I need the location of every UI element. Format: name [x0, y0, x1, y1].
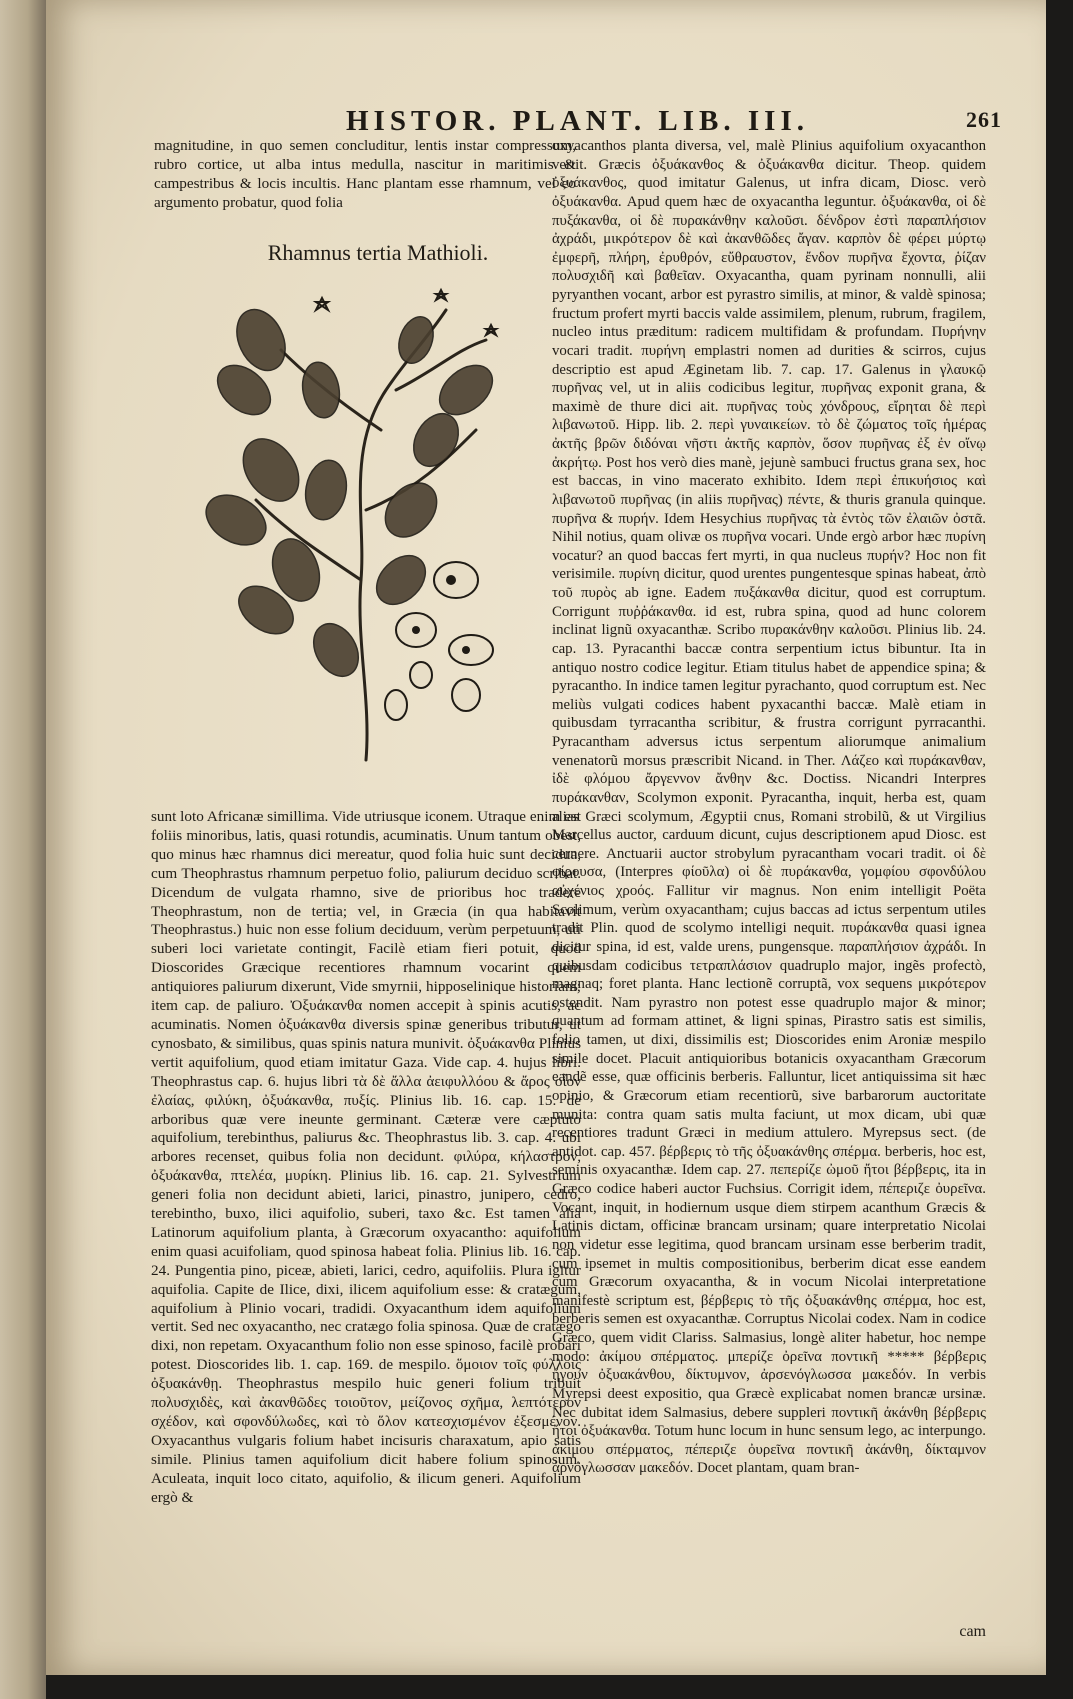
woodcut-plant-illustration-icon: [196, 280, 556, 780]
running-head: [346, 105, 1016, 138]
book-page: [46, 0, 1046, 1675]
left-bottom-text: sunt loto Africanæ simillima. Vide utriusque iconem. Utraque enim est foliis minoribus, latis, quasi rotundis, acuminatis. Unum tantum obest, quo minus hæc rhamnus dici mereatur, quod folia huic sunt decidua, cum Theophrastus rhamnum perpetuo folio, paliurum deciduo scribat. Dicendum de vulgata rhamno, sive de prioribus hoc tradere Theophrastum, non de tertia; vel, in Græcia (in qua habitavit Theophrastus.) huic non esse folium deciduum, verùm perpetuum, uti suberi loci varietate contingit, Facilè etiam fieri potuit, quod Dioscorides Græcique recentiores rhamnum vocarint quem antiquiores paliurum dixerunt, Vide smyrnii, hipposelinique historiam; item cap. de paliuro. Ὀξυάκανθα nomen accepit à spinis acutis, ac acuminatis. Nomen ὀξυάκανθα diversis spinæ generibus tributur, ut cynosbato, & similibus, quas spinis natura munivit. ὀξυάκανθα Plinius vertit aquifolium, quod etiam imitatur Gaza. Vide cap. 4. hujus libri. Theophrastus cap. 6. hujus libri τὰ δὲ ἄλλα ἀειφυλλόου & ἄρος οἷον ἐλαίας, φιλύκη, ὀξυάκανθα, πυξίς. Plinius lib. 16. cap. 15. de arboribus quæ vere ineunte germinant. Cæteræ vere cæptuto aquifolium, terebinthus, paliurus &c. Theophrastus lib. 3. cap. 4. ubi arbores recenset, quibus folia non decidunt. φιλύρα, κήλαστρον, ὀξυάκανθα, πτελέα, μυρίκη. Plinius lib. 16. cap. 21. Sylvestrium generi folia non decidunt abieti, larici, pinastro, junipero, cedro, terebintho, buxo, ilici aquifolio, suberi, taxo &c. Est tamen alia Latinorum aquifolium planta, à Græcorum oxyacantho: aquifolium enim quasi acuifoliam, quod spinosa habeat folia. Plinius lib. 16. cap. 24. Pungentia pino, piceæ, abieti, larici, cedro, aquifoliis. Plura igitur aquifolia. Capite de Ilice, dixi, ilicem aquifolium esse: & cratægum, aquifolium à Plinio vocari, tradidi. Oxyacanthum idem aquifolium vertit. Sed nec oxyacantho, nec cratægo folia spinosa. Quæ de cratægo dixi, non repetam. Oxyacanthum folio non esse spinoso, facilè probari potest. Dioscorides lib. 1. cap. 169. de mespilo. ὅμοιον τοῖς φύλλοις ὀξυακάνθῃ. Theophrastus mespilo huic generi folium tribuit πολυσχιδὲς, καὶ ἀκανθῶδες τοιοῦτον, μείζονος σχῆμα, λεπτότερον σχέδον, καὶ σφονδύλωδες, καὶ τὸ ὅλον κατεσχισμένον ἐξεσμένον. Oxyacanthus vulgaris folium habet incisuris charaxatum, apio satis simile. Plinius tamen aquifolium dicit habere folium spinosum. Aculeata, inquit loco citato, aquifolio, & ilicum generi. Aquifolium ergò &: [151, 808, 581, 1506]
page-number: 261: [966, 107, 1002, 132]
right-column: [552, 137, 986, 1478]
left-top-text: magnitudine, in quo semen concluditur, lentis instar compressum, rubro cortice, ut alba intus medulla, nascitur in maritimis & campestribus & locis incultis. Hanc plantam esse rhamnum, vel eo argumento probatur, quod folia: [154, 137, 576, 211]
right-text: oxyacanthos planta diversa, vel, malè Plinius aquifolium oxyacanthon vertit. Græcis ὀξυάκανθος & ὀξυάκανθα dicitur. Theop. quidem ὀξυάκανθος, quod imitatur Galenus, ut infra dicam, Diosc. verò ὀξυάκανθα. Apud quem hæc de oxyacantha leguntur. ὀξυάκανθα, οἱ δὲ πυξάκανθα, οἱ δὲ πυρακάνθην καλοῦσι. δένδρον ἐστὶ παραπλήσιον ἀχράδι, μικρότερον δὲ καὶ ἀκανθῶδες ἄγαν. καρπὸν δὲ φέρει μύρτῳ ἐμφερῆ, πλήρη, ἐρυθρόν, εὔθραυστον, ἔνδον πυρῆνα ἔχοντα, ῥίζαν πολυσχιδῆ καὶ βαθεῖαν. Oxyacantha, quam pyrinam nonnulli, alii pyryanthen vocant, arbor est pyrastro similis, at minor, & valdè spinosa; fructum profert myrti baccis valde assimilem, plenum, rubrum, fragilem, nucleo intus præditum: radicem multifidam & profundam. Πυρήνην vocari tradit. πυρήνη emplastri nomen ad durities & scirros, cujus descriptio est apud Æginetam lib. 7. cap. 17. Galenus in γλαυκῷ πυρῆνας vel, ut in aliis codicibus legitur, πυρῆνας exponit grana, & maximè de thure dici ait. πυρῆνας τοὺς χόνδρους, εἴρηται δὲ περὶ λιβανωτοῦ. Hipp. lib. 2. περὶ γυναικείων. τὸ δὲ ζώματος τοῖς ἡμέρας ἀκτῆς βρῶν διδόναι νῆστι ἀκτῆς καρπὸν, ὅσον πυρῆνας ἐξ ἐν οἴνῳ ἀκρήτῳ. Post hos verò dies manè, jejunè sambuci fructus grana sex, hoc est baccas, in vino macerato exhibito. Idem περὶ ἐπικυήσιος καὶ λιβανωτοῦ πυρῆνας (in aliis πυρῆνας) πέντε, & thuris granula quinque. πυρῆνα & πυρήν. Idem Hesychius πυρῆνας τὰ ἐντὸς τῶν ἐλαιῶν ὀστᾶ. Nihil notius, quam olivæ os πυρῆνα vocari. Unde ergò arbor hæc πυρίνη vocatur? an quod baccas fert myrti, in qua nucleus πυρήν? Hoc non fit verisimile. πυρίνη dicitur, quod urentes pungentesque spinas habeat, ἀπὸ τοῦ πυρὸς ab igne. Eadem πυξάκανθα dicitur, quod est corruptum. Corrigunt πυῤῥάκανθα. id est, rubra spina, quod ad hunc colorem inclinat lignũ oxyacanthæ. Scribo πυρακάνθην καλοῦσι. Plinius lib. 24. cap. 13. Pyracanthi baccæ contra serpentium ictus bibuntur. Ita in antiquo nostro codice legitur. Etiam titulus habet de appendice spina; & pyracantho. In indice tamen legitur pyrachanto, quod corruptum est. Nec meliùs vulgati codices habent pyxacanthi baccæ. Malè etiam in quibusdam tyrracantha scribitur, & frustra corrigunt pyrracanthi. Pyracantham adversus ictus serpentum aliorumque animalium venenatorũ morsus præscribit Nicand. in Ther. Λάζεο καὶ πυράκανθαν, ἰδὲ φλόμου ἄργεννον ἄνθην &c. Doctiss. Nicandri Interpres πυράκανθαν, Scolymon exponit. Pyracantha, inquit, herba est, quam alias Græci scolymum, Ægyptii cnus, Romani strobilũ, & ut Virgilius Marcellus auctor, carduum dicunt, cujus descriptionem apud Diosc. est cernere. Anctuarii auctor strobylum pyracantham vocari tradit. οἱ δὲ φίρουσα, (Interpres φίοῦλα) οἱ δὲ πυράκανθα, γομφίου σφονδύλου αὐχένιος χροός. Fallitur vir magnus. Non enim intelligit Poëta Scolimum, verùm oxyacantham; cujus baccas ad ictus serpentum utiles tradit Plin. quod de scolymo intelligi nequit. πυράκανθα quasi ignea dicitur spina, id est, valde urens, pungensque. παραπλήσιον ἀχράδι. In quibusdam codicibus τετραπλάσιον quadruplo major, ingẽs profectò, magnaq; foret planta. Hanc lectionẽ corruptã, vox sequens μικρότερον ostendit. Nam pyrastro non potest esse quadruplo major & minor; quantum ad formam attinet, & ligni spinas, Pirastro satis est similis, folio tamen, ut dixi, dissimilis est; Dioscorides enim Aroniæ mespilo simile docet. Placuit antiquioribus botanicis oxyacantham Græcorum eandẽ esse, quæ officinis berberis. Falluntur, licet antiquissima sit hæc opinio, & Græcorum etiam recentiorũ, sive barbarorum auctoritate munita: contra quam satis multa faciunt, ut mox dicam, ubi quæ recentiores tradunt Græci in medium attulero. Myrepsus sect. (de antidot. cap. 457. βέρβερις τὸ τῆς ὀξυακάνθης σπέρμα. berberis, hoc est, seminis oxyacanthæ. Idem cap. 27. πεπερίζε ὠμοῦ ἤτοι βέρβερις, ita in Græco codice haberi auctor Fuchsius. Corrigit idem, πέπεριζε ὀυρεῖνα. Vocant, inquit, in hodiernum usque diem stirpem acanthum Græcis & Latinis dictam, officinæ brancam ursinam; quare interpretatio Nicolai non videtur esse legitima, quod brancam ursinam esse berberim tradit, cum ipsemet in multis compositionibus, berberim dicat esse eandem cum Græcorum oxyacantha, & in vocum Nicolai interpretatione manifestè scriptum est, βέρβερις τὸ τῆς ὀξυακάνθης σπέρμα, hoc est, berberis semen est oxyacanthæ. Corruptus Nicolai codex. Nam in codice Græco, quem vidit Clariss. Salmasius, longè aliter habetur, hoc nempe modo: ἀκίμου σπέρματος. μπερίζε ὀρεῖνα ποντικῆ ***** βέρβερις ἤγουν ὀξυακάνθου, δίκτυμνον, ἀρσενόγλωσσα μακεδόν. In verbis Myrepsi deest expositio, qua Græcè explicabat nomen brancæ ursinæ. Nec dubitat idem Salmasius, debere suppleri ποντικῆ ἀκάνθη βέρβερις ἤτοι ὀξυάκανθα. Totum hunc locum in hunc sensum lego, ac interpungo. ἀκίμου σπέρματος, πέπεριζε ὀυρεῖνα ποντικῆ ἀκάνθη, δίκταμνον ἀρνόγλωσσαν μακεδόν. Docet plantam, quam bran-: [552, 138, 986, 1477]
left-page-edge: [0, 0, 46, 1699]
left-column-bottom: [151, 808, 581, 1508]
figure-caption: Rhamnus tertia Mathioli.: [267, 240, 489, 265]
catchword: cam: [959, 1623, 986, 1640]
left-column-top: [154, 137, 576, 213]
running-head-title: HISTOR. PLANT. LIB. III.: [346, 105, 810, 137]
